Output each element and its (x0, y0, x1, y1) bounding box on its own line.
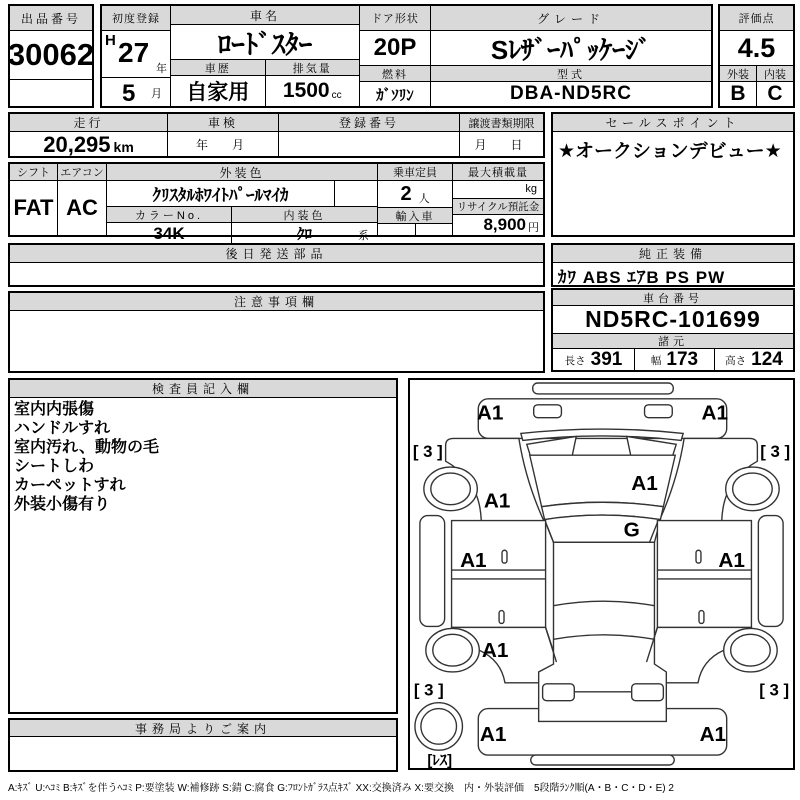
damage-label-fender-left: A1 (483, 489, 511, 513)
capacity-unit: 人 (418, 192, 430, 205)
import-label: 輸入車 (378, 208, 452, 224)
recycle-unit: 円 (528, 222, 539, 234)
hood-vent-right (645, 405, 673, 418)
ac-column (58, 164, 107, 235)
sales-point-label: セールスポイント (553, 114, 793, 132)
registration-number-column (279, 114, 460, 156)
rear-wheel-left-inner (433, 634, 473, 666)
chassis-box (551, 288, 795, 372)
auction-number-value: 30062 (10, 31, 92, 80)
recycle-value: 8,900 (483, 215, 526, 234)
inspector-notes (10, 398, 396, 712)
door-shape-label: ドア形状 (360, 6, 430, 31)
color-column (107, 164, 378, 243)
color-no-label: カラーNo. (107, 207, 232, 222)
chassis-label: 車台番号 (553, 290, 793, 306)
inspection-label: 車検 (168, 114, 278, 132)
car-diagram-box (408, 378, 795, 770)
front-bumper-strip (533, 383, 674, 394)
caution-empty (10, 311, 543, 371)
grade-label: グレード (431, 6, 711, 31)
max-load-unit: kg (453, 181, 543, 199)
damage-label-front-wheel-left: [ 3 ] (412, 442, 443, 462)
sill-right (758, 516, 783, 627)
grade-value: Sﾚｻﾞｰﾊﾟｯｹｰｼﾞ (431, 31, 711, 66)
shift-label: シフト (10, 164, 57, 181)
registration-month: 5 (122, 80, 136, 107)
fuel-value: ｶﾞｿﾘﾝ (376, 86, 414, 104)
spare-tire-inner (421, 709, 457, 745)
displacement-value-cell (266, 76, 360, 106)
transfer-deadline-label: 譲渡書類期限 (460, 114, 543, 132)
max-load-label: 最大積載量 (453, 164, 543, 181)
inspection-column (168, 114, 279, 156)
interior-label: 内装 (757, 66, 793, 82)
capacity-value: 2 (400, 182, 412, 205)
damage-label-rear-left: A1 (479, 723, 507, 747)
exterior-grade-column (720, 66, 757, 106)
taillight-left (543, 684, 575, 701)
history-label: 車歴 (171, 60, 265, 76)
exterior-color-value: ｸﾘｽﾀﾙﾎﾜｲﾄﾊﾟｰﾙﾏｲｶ (107, 181, 335, 206)
damage-label-front-wheel-right: [ 3 ] (760, 442, 791, 462)
ac-label: エアコン (58, 164, 106, 181)
front-wheel-right-inner (733, 473, 773, 505)
caution-box (8, 291, 545, 373)
auction-number-label: 出品番号 (10, 6, 92, 31)
spec-height-label: 高さ (725, 354, 747, 367)
damage-label-rear-wheel-left: [ 3 ] (413, 680, 444, 700)
load-recycle-column (453, 164, 543, 235)
vehicle-info-table (100, 4, 713, 108)
capacity-cell (378, 181, 452, 208)
inspector-note-line: シートしわ (14, 458, 95, 475)
transfer-deadline-value: 月 日 (474, 138, 529, 152)
color-no-value: 34K (107, 223, 232, 244)
fuel-label: 燃料 (360, 66, 430, 82)
office-label: 事務局よりご案内 (10, 720, 396, 737)
capacity-column (378, 164, 453, 235)
spec-height (715, 349, 793, 371)
door-handle-right-lower (699, 611, 704, 624)
taillight-right (632, 684, 664, 701)
spec-width-label: 幅 (650, 354, 662, 367)
spec-length-label: 長さ (564, 354, 586, 367)
equipment-value: ｶﾜ ABS ｴｱB PS PW (558, 268, 726, 287)
inspector-note-line: カーペットすれ (14, 477, 126, 494)
specs-row (553, 349, 793, 371)
inspector-note-line: 室内内張傷 (14, 401, 95, 418)
door-handle-right-upper (696, 550, 701, 563)
first-registration-year-cell (102, 31, 170, 78)
model-code-value: DBA-ND5RC (510, 83, 632, 104)
car-name-label: 車名 (171, 6, 359, 25)
score-value: 4.5 (720, 31, 793, 66)
capacity-label: 乗車定員 (378, 164, 452, 181)
spec-width-value: 173 (666, 349, 699, 370)
interior-color-suffix: 系 (358, 230, 369, 242)
import-cell-left (378, 224, 415, 235)
door-handle-left-lower (499, 611, 504, 624)
mileage-column (10, 114, 168, 156)
year-unit: 年 (156, 63, 167, 75)
damage-label-rear-wheel-right: [ 3 ] (759, 680, 790, 700)
damage-label-hood-left: A1 (476, 401, 504, 425)
recycle-cell (453, 215, 543, 235)
model-code-label: 型式 (431, 66, 711, 82)
mileage-band (8, 112, 545, 158)
office-box (8, 718, 398, 772)
equipment-label: 純正装備 (553, 245, 793, 263)
grade-column (431, 6, 711, 106)
car-name-value: ﾛｰﾄﾞｽﾀｰ (171, 25, 359, 60)
hood-vent-left (534, 405, 562, 418)
inspector-note-line: 外装小傷有り (14, 496, 111, 513)
damage-label-door-left: A1 (460, 549, 487, 573)
interior-color-value: ｸﾛ (296, 226, 312, 243)
damage-label-door-right: A1 (718, 549, 745, 573)
interior-color-label: 内装色 (232, 207, 377, 222)
damage-label-hood-right: A1 (701, 401, 729, 425)
car-diagram (410, 380, 793, 768)
damage-label-quarter-left: A1 (481, 639, 509, 663)
mileage-value-cell (10, 132, 167, 158)
era-letter: H (105, 32, 116, 49)
damage-legend: A:ｷｽﾞ U:ﾍｺﾐ B:ｷｽﾞを伴うﾍｺﾐ P:要塗装 W:補修跡 S:錆 C:腐食 G:ﾌﾛﾝﾄｶﾞﾗｽ点ｷｽﾞ XX:交換済み X:要交換 内・外装評価 5段階ﾗﾝｸ順(A・B・C・D・E) 2 (8, 783, 674, 794)
cowl-lower-section (545, 515, 661, 542)
front-wheel-left-inner (431, 473, 471, 505)
rear-wheel-right-inner (731, 634, 771, 666)
mileage-unit: km (113, 139, 134, 155)
auction-number-box (8, 4, 94, 108)
spec-height-value: 124 (751, 349, 783, 370)
displacement-value: 1500 (282, 79, 330, 102)
recycle-label: リサイクル預託金 (453, 199, 543, 215)
door-left (452, 521, 546, 628)
score-label: 評価点 (720, 6, 793, 31)
door-handle-left-upper (502, 550, 507, 563)
chassis-value: ND5RC-101699 (553, 306, 793, 334)
door-shape-column (360, 6, 431, 106)
inspector-box (8, 378, 398, 714)
specs-label: 諸元 (553, 334, 793, 349)
exterior-grade: B (730, 82, 746, 105)
shift-value: FAT (13, 195, 54, 220)
inspector-note-line: 室内汚れ、動物の毛 (14, 439, 159, 456)
month-unit: 月 (151, 88, 162, 100)
spec-length-value: 391 (590, 349, 623, 370)
mileage-value: 20,295 (43, 132, 111, 157)
displacement-column (266, 60, 360, 106)
office-empty (10, 737, 396, 770)
exterior-color-label: 外装色 (107, 164, 377, 181)
first-registration-column (102, 6, 171, 106)
inspector-label: 検査員記入欄 (10, 380, 396, 398)
inspection-value: 年 月 (195, 138, 250, 152)
door-right (657, 521, 751, 628)
interior-color-cell (232, 223, 377, 244)
history-column (171, 60, 266, 106)
history-value: 自家用 (186, 81, 250, 104)
mileage-label: 走行 (10, 114, 167, 132)
exterior-color-empty-cell (335, 181, 377, 206)
import-cell-right (415, 224, 452, 235)
sales-point-box (551, 112, 795, 237)
import-cells (378, 224, 452, 235)
car-name-column (171, 6, 360, 106)
displacement-unit: cc (331, 89, 342, 101)
transfer-deadline-column (460, 114, 543, 156)
ac-value: AC (66, 195, 98, 220)
damage-label-windshield: A1 (631, 471, 658, 495)
rear-bumper-strip (531, 755, 675, 765)
damage-label-rear-right: A1 (699, 723, 727, 747)
registration-number-value (279, 132, 459, 156)
inspector-note-line: ハンドルすれ (14, 420, 111, 437)
damage-label-spare: [ﾚｽ] (427, 753, 453, 770)
equipment-box (551, 243, 795, 287)
later-parts-empty (10, 263, 543, 285)
displacement-label: 排気量 (266, 60, 360, 76)
auction-number-empty-cell (10, 80, 92, 106)
interior-grade-column (757, 66, 793, 106)
exterior-label: 外装 (720, 66, 756, 82)
later-parts-box (8, 243, 545, 287)
damage-label-glass: G (623, 518, 640, 542)
spec-width (635, 349, 715, 371)
registration-number-label: 登録番号 (279, 114, 459, 132)
interior-grade: C (767, 82, 783, 105)
color-equipment-band (8, 162, 545, 243)
sill-left (420, 516, 445, 627)
score-box (718, 4, 795, 108)
shift-column (10, 164, 58, 235)
door-shape-value: 20P (360, 31, 430, 66)
caution-label: 注意事項欄 (10, 293, 543, 311)
first-registration-month-cell (102, 78, 170, 106)
sales-point-value: ★オークションデビュー★ (558, 141, 782, 162)
registration-year: 27 (118, 37, 150, 68)
spec-length (553, 349, 635, 371)
later-parts-label: 後日発送部品 (10, 245, 543, 263)
first-registration-label: 初度登録 (102, 6, 170, 31)
